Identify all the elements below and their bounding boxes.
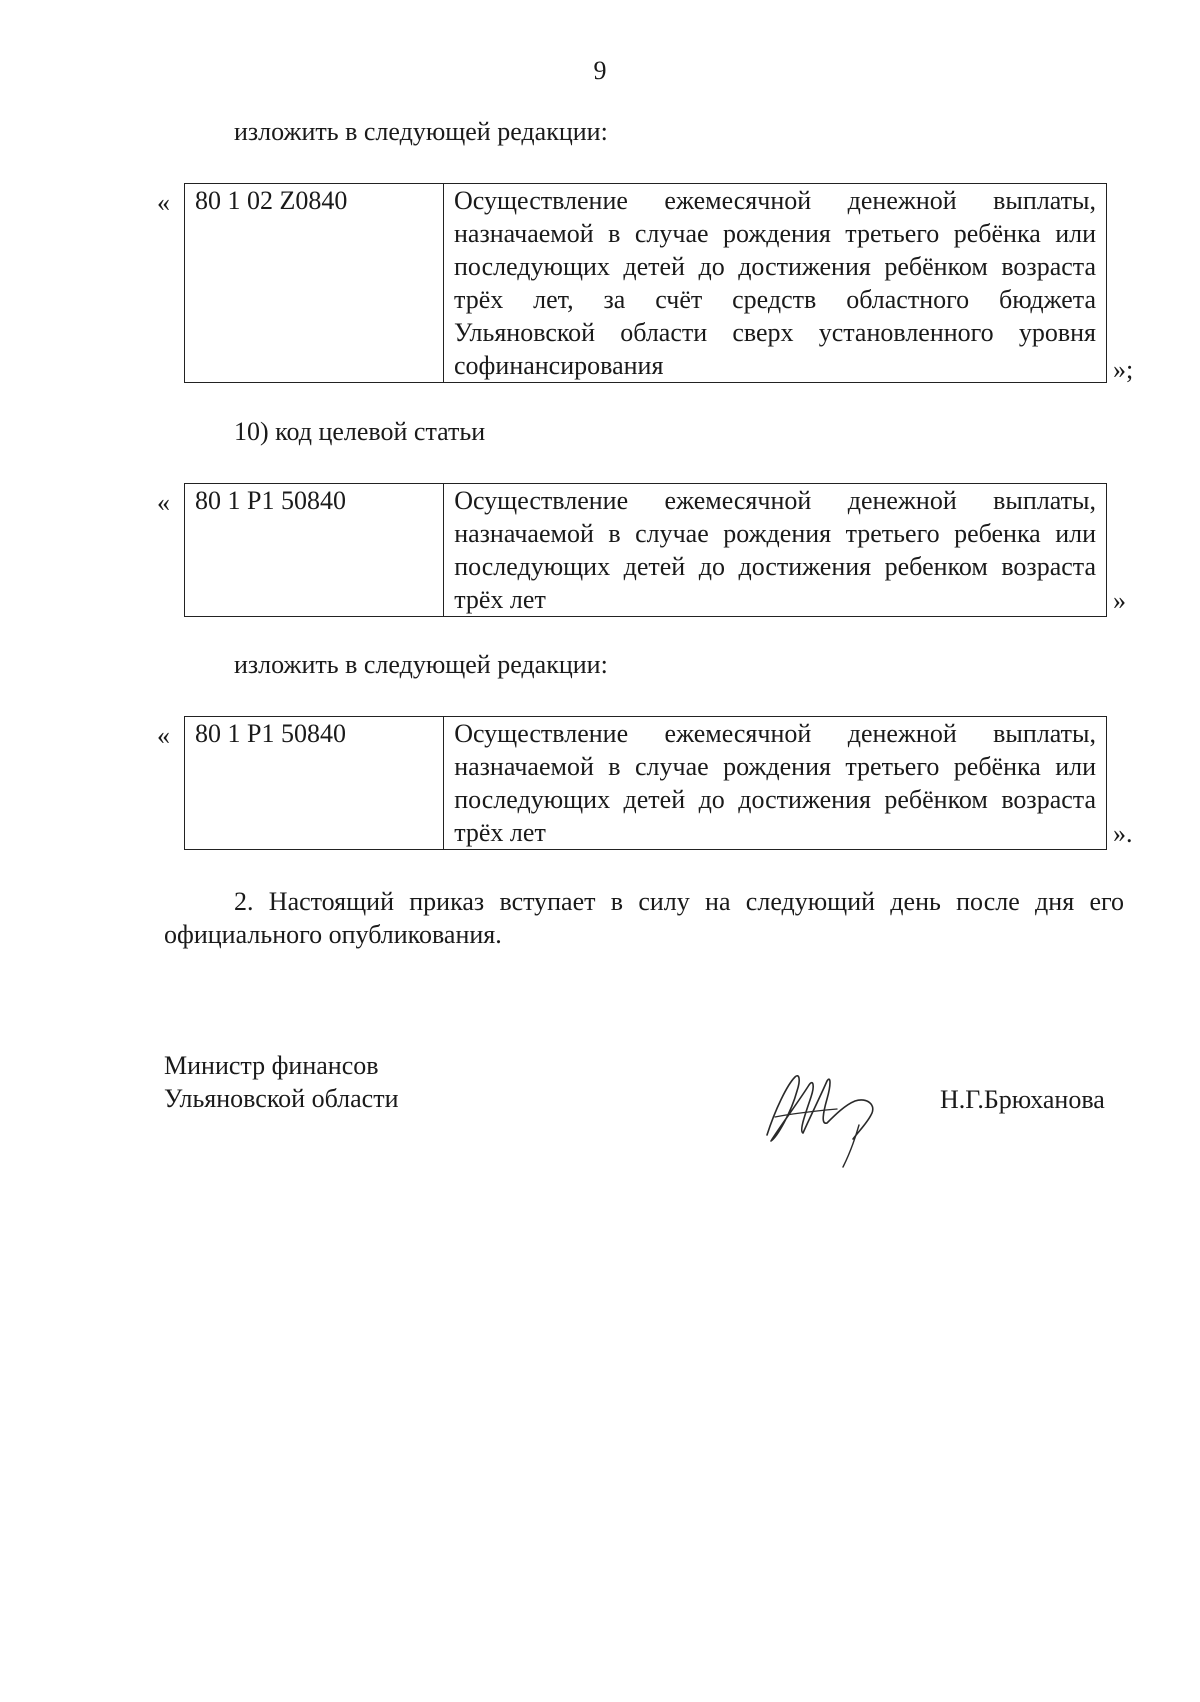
handwritten-signature-icon (755, 1055, 895, 1175)
signer-name: Н.Г.Брюханова (940, 1085, 1105, 1114)
table-3-close-quote: ». (1113, 819, 1133, 848)
table-row (185, 184, 1107, 383)
table-row (185, 717, 1107, 850)
code-table-3 (184, 716, 1107, 850)
table-2-open-quote: « (157, 488, 170, 517)
table-1-open-quote: « (157, 188, 170, 217)
table-1-description: Осуществление ежемесячной денежной выплаты, назначаемой в случае рождения третьего ребёнка или последующих детей до достижения ребёнком возраста трёх лет, за счёт средств областного бюджета Ульяновской области сверх установленного уровня софинансирования (444, 184, 1107, 383)
table-2-code: 80 1 P1 50840 (185, 484, 444, 617)
table-row (185, 484, 1107, 617)
table-3-description: Осуществление ежемесячной денежной выплаты, назначаемой в случае рождения третьего ребёнка или последующих детей до достижения ребёнком возраста трёх лет (444, 717, 1107, 850)
table-3-open-quote: « (157, 721, 170, 750)
table-2-close-quote: » (1113, 586, 1126, 615)
position-line-1: Министр финансов (164, 1051, 379, 1080)
position-line-2: Ульяновской области (164, 1084, 399, 1113)
table-1-code: 80 1 02 Z0840 (185, 184, 444, 383)
code-table-1 (184, 183, 1107, 383)
intro-text-2: изложить в следующей редакции: (234, 650, 608, 679)
table-1-close-quote: »; (1113, 355, 1134, 384)
intro-text-1: изложить в следующей редакции: (234, 117, 608, 146)
page-number: 9 (593, 56, 607, 85)
table-3-code: 80 1 P1 50840 (185, 717, 444, 850)
item-10-text: 10) код целевой статьи (234, 417, 486, 446)
table-2-description: Осуществление ежемесячной денежной выплаты, назначаемой в случае рождения третьего ребенка или последующих детей до достижения ребенком возраста трёх лет (444, 484, 1107, 617)
signature-block (164, 1049, 398, 1115)
paragraph-2: 2. Настоящий приказ вступает в силу на следующий день после дня его официального опубликования. (164, 887, 1124, 949)
code-table-2 (184, 483, 1107, 617)
